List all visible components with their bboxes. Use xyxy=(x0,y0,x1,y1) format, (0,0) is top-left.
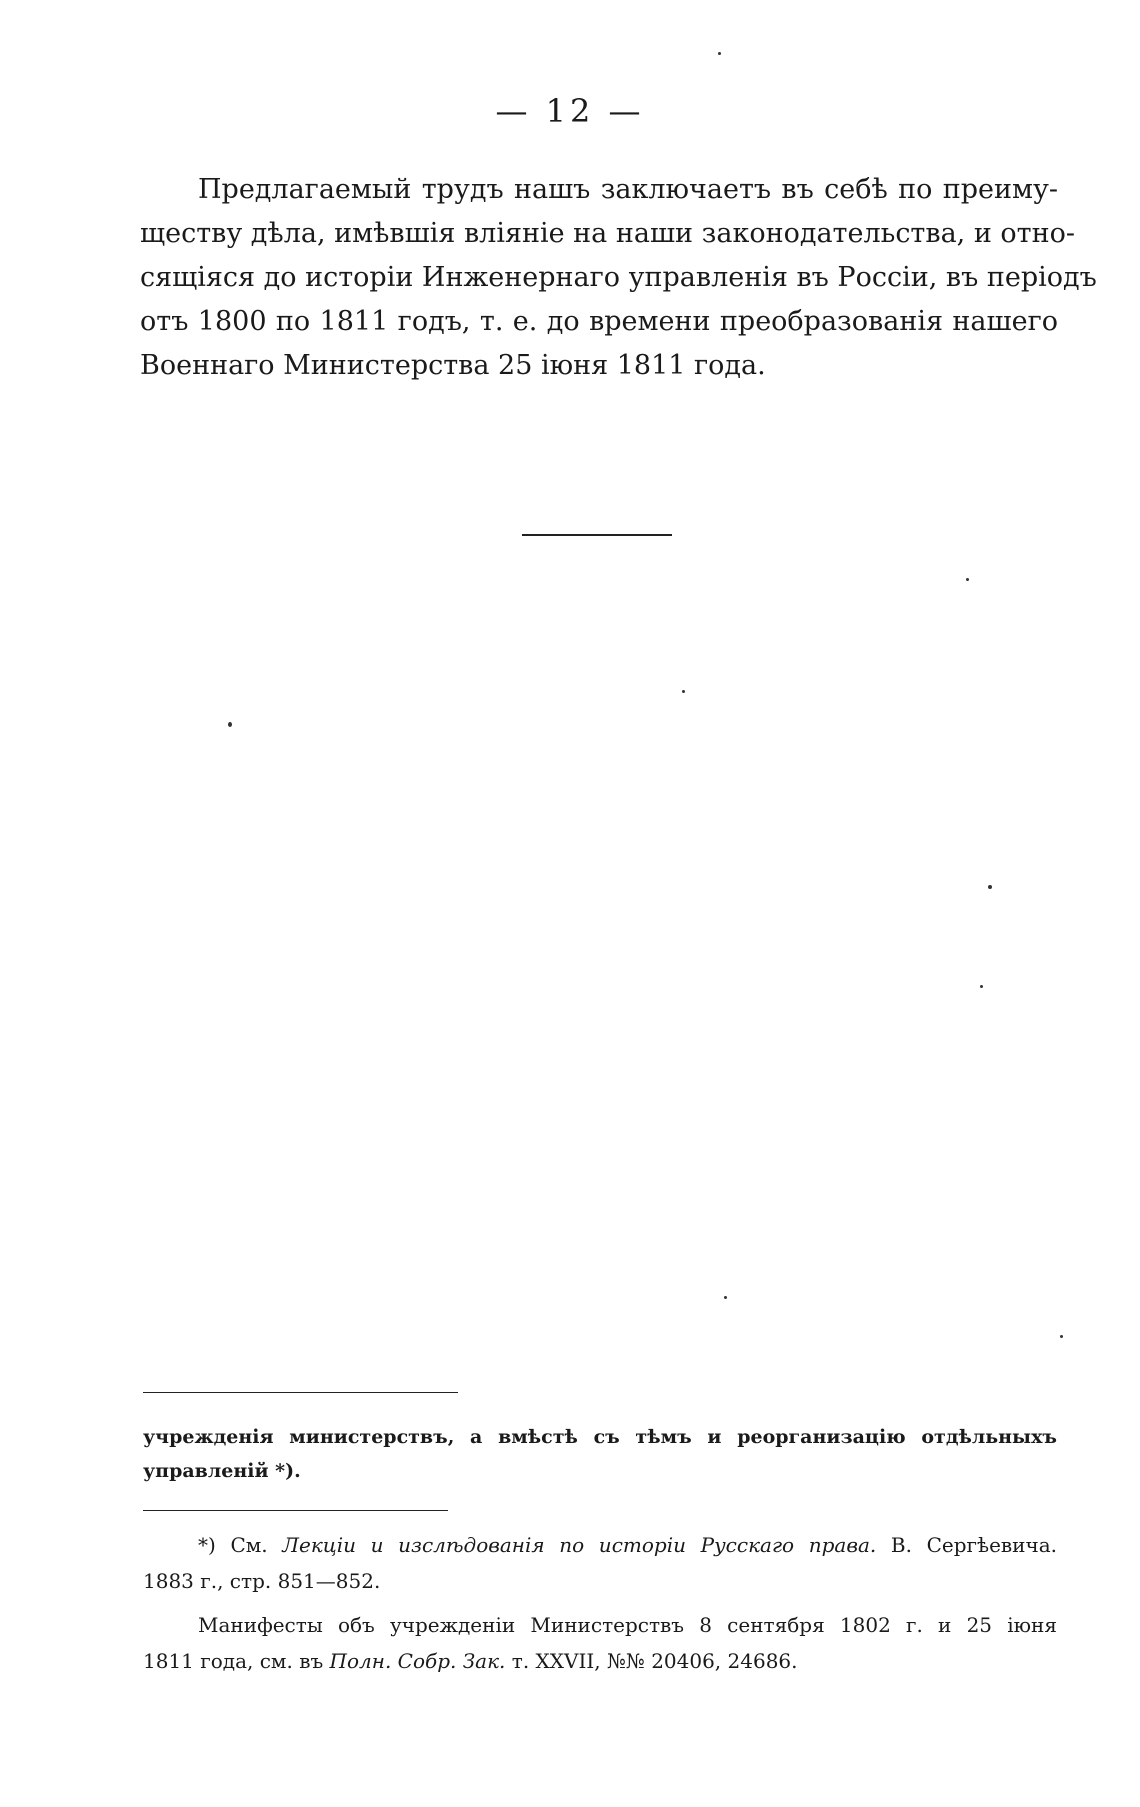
footnote-1 xyxy=(143,1527,1057,1599)
footnotes xyxy=(143,1527,1057,1679)
paragraph-line: сящіяся до исторіи Инженернаго управленія въ Россіи, въ періодъ xyxy=(140,262,1097,293)
footnote-text: В. Сергѣевича. xyxy=(876,1533,1058,1557)
section-divider xyxy=(522,534,672,536)
footnote-text: 1811 года, см. въ xyxy=(143,1649,330,1673)
scan-speck xyxy=(718,52,721,55)
footnote-text: *) См. xyxy=(198,1533,283,1557)
footnote-citation-title: Полн. Собр. Зак. xyxy=(329,1649,506,1673)
paragraph-line: ществу дѣла, имѣвшія вліяніе на наши законодательства, и отно- xyxy=(140,218,1075,249)
scan-speck xyxy=(980,985,983,988)
scan-speck xyxy=(988,885,992,889)
scan-speck xyxy=(724,1296,727,1299)
page-number: — 12 — xyxy=(495,92,645,130)
footnote-line xyxy=(143,1643,1057,1679)
paragraph-line: отъ 1800 по 1811 годъ, т. е. до времени преобразованія нашего xyxy=(140,306,1058,337)
footnote-divider xyxy=(143,1510,448,1511)
continuation-line: управленій *). xyxy=(143,1460,301,1482)
footnote-line: 1883 г., стр. 851—852. xyxy=(143,1569,381,1593)
scan-speck xyxy=(228,722,232,727)
footnote-citation-title: Лекціи и изслѣдованія по исторіи Русскаго права. xyxy=(282,1533,877,1557)
scan-speck xyxy=(966,578,969,581)
footnote-2 xyxy=(143,1607,1057,1679)
footnote-text: т. XXVII, №№ 20406, 24686. xyxy=(505,1649,798,1673)
main-paragraph xyxy=(140,168,1097,388)
footnote-line: Манифесты объ учрежденіи Министерствъ 8 сентября 1802 г. и 25 іюня xyxy=(198,1613,1057,1637)
paragraph-line: Предлагаемый трудъ нашъ заключаетъ въ себѣ по преиму- xyxy=(198,174,1058,205)
scan-speck xyxy=(1060,1335,1063,1338)
footnote-line xyxy=(143,1527,1057,1563)
continuation-line: учрежденія министерствъ, а вмѣстѣ съ тѣмъ и реорганизацію отдѣльныхъ xyxy=(143,1426,1057,1448)
paragraph-line: Военнаго Министерства 25 іюня 1811 года. xyxy=(140,350,766,381)
continued-footnote-text xyxy=(143,1420,1057,1488)
footnote-divider-top xyxy=(143,1392,458,1393)
scan-speck xyxy=(682,690,685,693)
